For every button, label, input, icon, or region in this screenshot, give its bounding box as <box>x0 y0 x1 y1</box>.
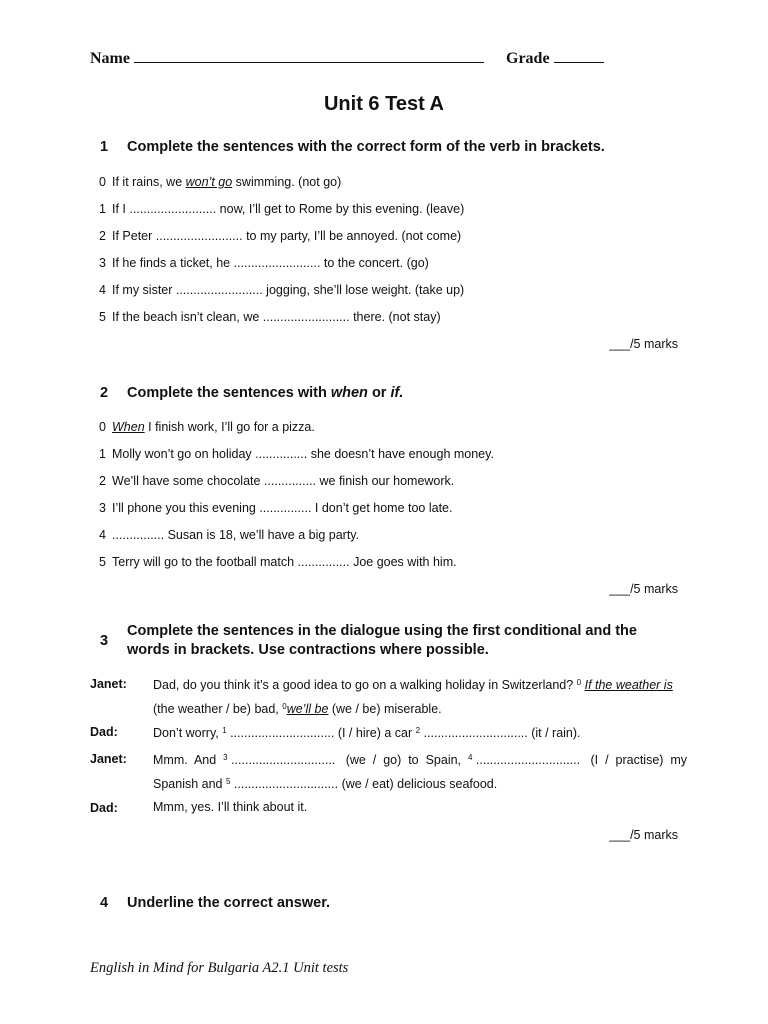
item-number: 3 <box>99 501 106 515</box>
grade-blank-line <box>554 48 604 63</box>
item-text: ............... Susan is 18, we’ll have a big party. <box>112 528 360 542</box>
grade-field <box>506 48 604 68</box>
section-2-item <box>99 474 454 488</box>
section-4-instruction: Underline the correct answer. <box>127 895 331 911</box>
section-1-item <box>99 310 441 324</box>
dialogue-text: Spanish and <box>153 777 226 791</box>
example-answer: When <box>112 420 145 434</box>
item-number: 0 <box>99 420 106 434</box>
item-number: 0 <box>99 175 106 189</box>
item-text: Molly won’t go on holiday ............... she doesn’t have enough money. <box>112 447 494 461</box>
example-answer: we’ll be <box>286 702 329 716</box>
section-1-example <box>99 175 341 189</box>
section-1-instruction: Complete the sentences with the correct form of the verb in brackets. <box>127 139 605 155</box>
section-2-item <box>99 555 457 569</box>
item-number: 3 <box>99 256 106 270</box>
name-blank-line <box>134 48 484 63</box>
dialogue-line <box>153 672 696 720</box>
instruction-emphasis: when <box>330 385 368 401</box>
item-number: 1 <box>99 202 106 216</box>
gap-number: 0 <box>576 678 582 687</box>
item-text: If the beach isn’t clean, we ......................... there. (not stay) <box>112 310 441 324</box>
name-label: Name <box>90 50 130 67</box>
section-2-item <box>99 447 494 461</box>
page-title: Unit 6 Test A <box>323 93 444 115</box>
dialogue-text: .............................. (I / practise) my <box>472 753 688 767</box>
dialogue-speaker: Janet: <box>90 752 127 766</box>
example-text: If it rains, we <box>112 175 186 189</box>
section-3-marks: ___/5 marks <box>609 828 678 842</box>
example-answer: If the weather is <box>584 678 673 692</box>
dialogue-line <box>153 747 696 795</box>
gap-number: 1 <box>222 726 227 735</box>
section-2-instruction <box>127 385 403 401</box>
section-2-marks: ___/5 marks <box>609 582 678 596</box>
section-2-example <box>99 420 315 434</box>
instruction-text: Complete the sentences with <box>127 385 331 401</box>
item-number: 4 <box>99 283 106 297</box>
section-2-item <box>99 528 359 542</box>
dialogue-text: Don’t worry, <box>153 726 223 740</box>
dialogue-text-row <box>153 672 696 696</box>
item-text: If my sister ......................... jogging, she’ll lose weight. (take up) <box>112 283 465 297</box>
dialogue-text: (we / be) miserable. <box>328 702 442 716</box>
item-text: I’ll phone you this evening ............... I don’t get home too late. <box>112 501 453 515</box>
section-1-item <box>99 283 464 297</box>
dialogue-line <box>153 720 696 744</box>
example-text: swimming. (not go) <box>232 175 342 189</box>
gap-number: 4 <box>467 753 473 762</box>
dialogue-text-row <box>153 771 696 795</box>
instruction-emphasis: if. <box>390 385 404 401</box>
dialogue-text: .............................. (I / hire) a car <box>226 726 416 740</box>
gap-number: 5 <box>225 777 231 786</box>
dialogue-text: Mmm. And <box>153 753 224 767</box>
section-3-number: 3 <box>100 633 109 649</box>
item-number: 5 <box>99 555 106 569</box>
section-3-instruction-line-1: Complete the sentences in the dialogue using the first conditional and the <box>127 623 637 639</box>
dialogue-text: (the weather / be) bad, <box>153 702 283 716</box>
item-number: 5 <box>99 310 106 324</box>
name-field <box>90 48 484 68</box>
gap-number: 0 <box>282 702 287 711</box>
item-number: 4 <box>99 528 106 542</box>
item-text: If I ......................... now, I’ll get to Rome by this evening. (leave) <box>112 202 465 216</box>
instruction-text: or <box>367 385 391 401</box>
dialogue-text: Dad, do you think it’s a good idea to go on a walking holiday in Switzerland? <box>153 678 577 692</box>
section-3-instruction-line-2: words in brackets. Use contractions where possible. <box>127 642 489 658</box>
item-number: 1 <box>99 447 106 461</box>
section-2-number: 2 <box>100 385 109 401</box>
dialogue-text-row <box>153 696 696 720</box>
dialogue-text: .............................. (it / rain). <box>420 726 581 740</box>
dialogue-speaker: Janet: <box>90 677 127 691</box>
section-1-item <box>99 256 429 270</box>
section-1-number: 1 <box>100 139 109 155</box>
item-text: If he finds a ticket, he ......................... to the concert. (go) <box>112 256 429 270</box>
dialogue-speaker: Dad: <box>90 801 118 815</box>
dialogue-text: .............................. (we / eat) delicious seafood. <box>230 777 498 791</box>
section-4-number: 4 <box>100 895 109 911</box>
grade-label: Grade <box>506 50 550 67</box>
item-text: Terry will go to the football match ............... Joe goes with him. <box>112 555 457 569</box>
page-footer: English in Mind for Bulgaria A2.1 Unit tests <box>90 960 349 976</box>
example-answer: won’t go <box>185 175 233 189</box>
dialogue-text: .............................. (we / go) to Spain, <box>227 753 468 767</box>
gap-number: 3 <box>223 753 228 762</box>
dialogue-line: Mmm, yes. I’ll think about it. <box>153 800 308 814</box>
section-1-item <box>99 229 461 243</box>
section-1-marks: ___/5 marks <box>609 337 678 351</box>
example-text: I finish work, I’ll go for a pizza. <box>144 420 315 434</box>
item-text: We’ll have some chocolate ............... we finish our homework. <box>112 474 455 488</box>
section-2-item <box>99 501 452 515</box>
gap-number: 2 <box>415 726 421 735</box>
item-text: If Peter ......................... to my party, I’ll be annoyed. (not come) <box>112 229 462 243</box>
dialogue-speaker: Dad: <box>90 725 118 739</box>
item-number: 2 <box>99 474 106 488</box>
item-number: 2 <box>99 229 106 243</box>
dialogue-text-row <box>153 747 696 771</box>
section-1-item <box>99 202 464 216</box>
